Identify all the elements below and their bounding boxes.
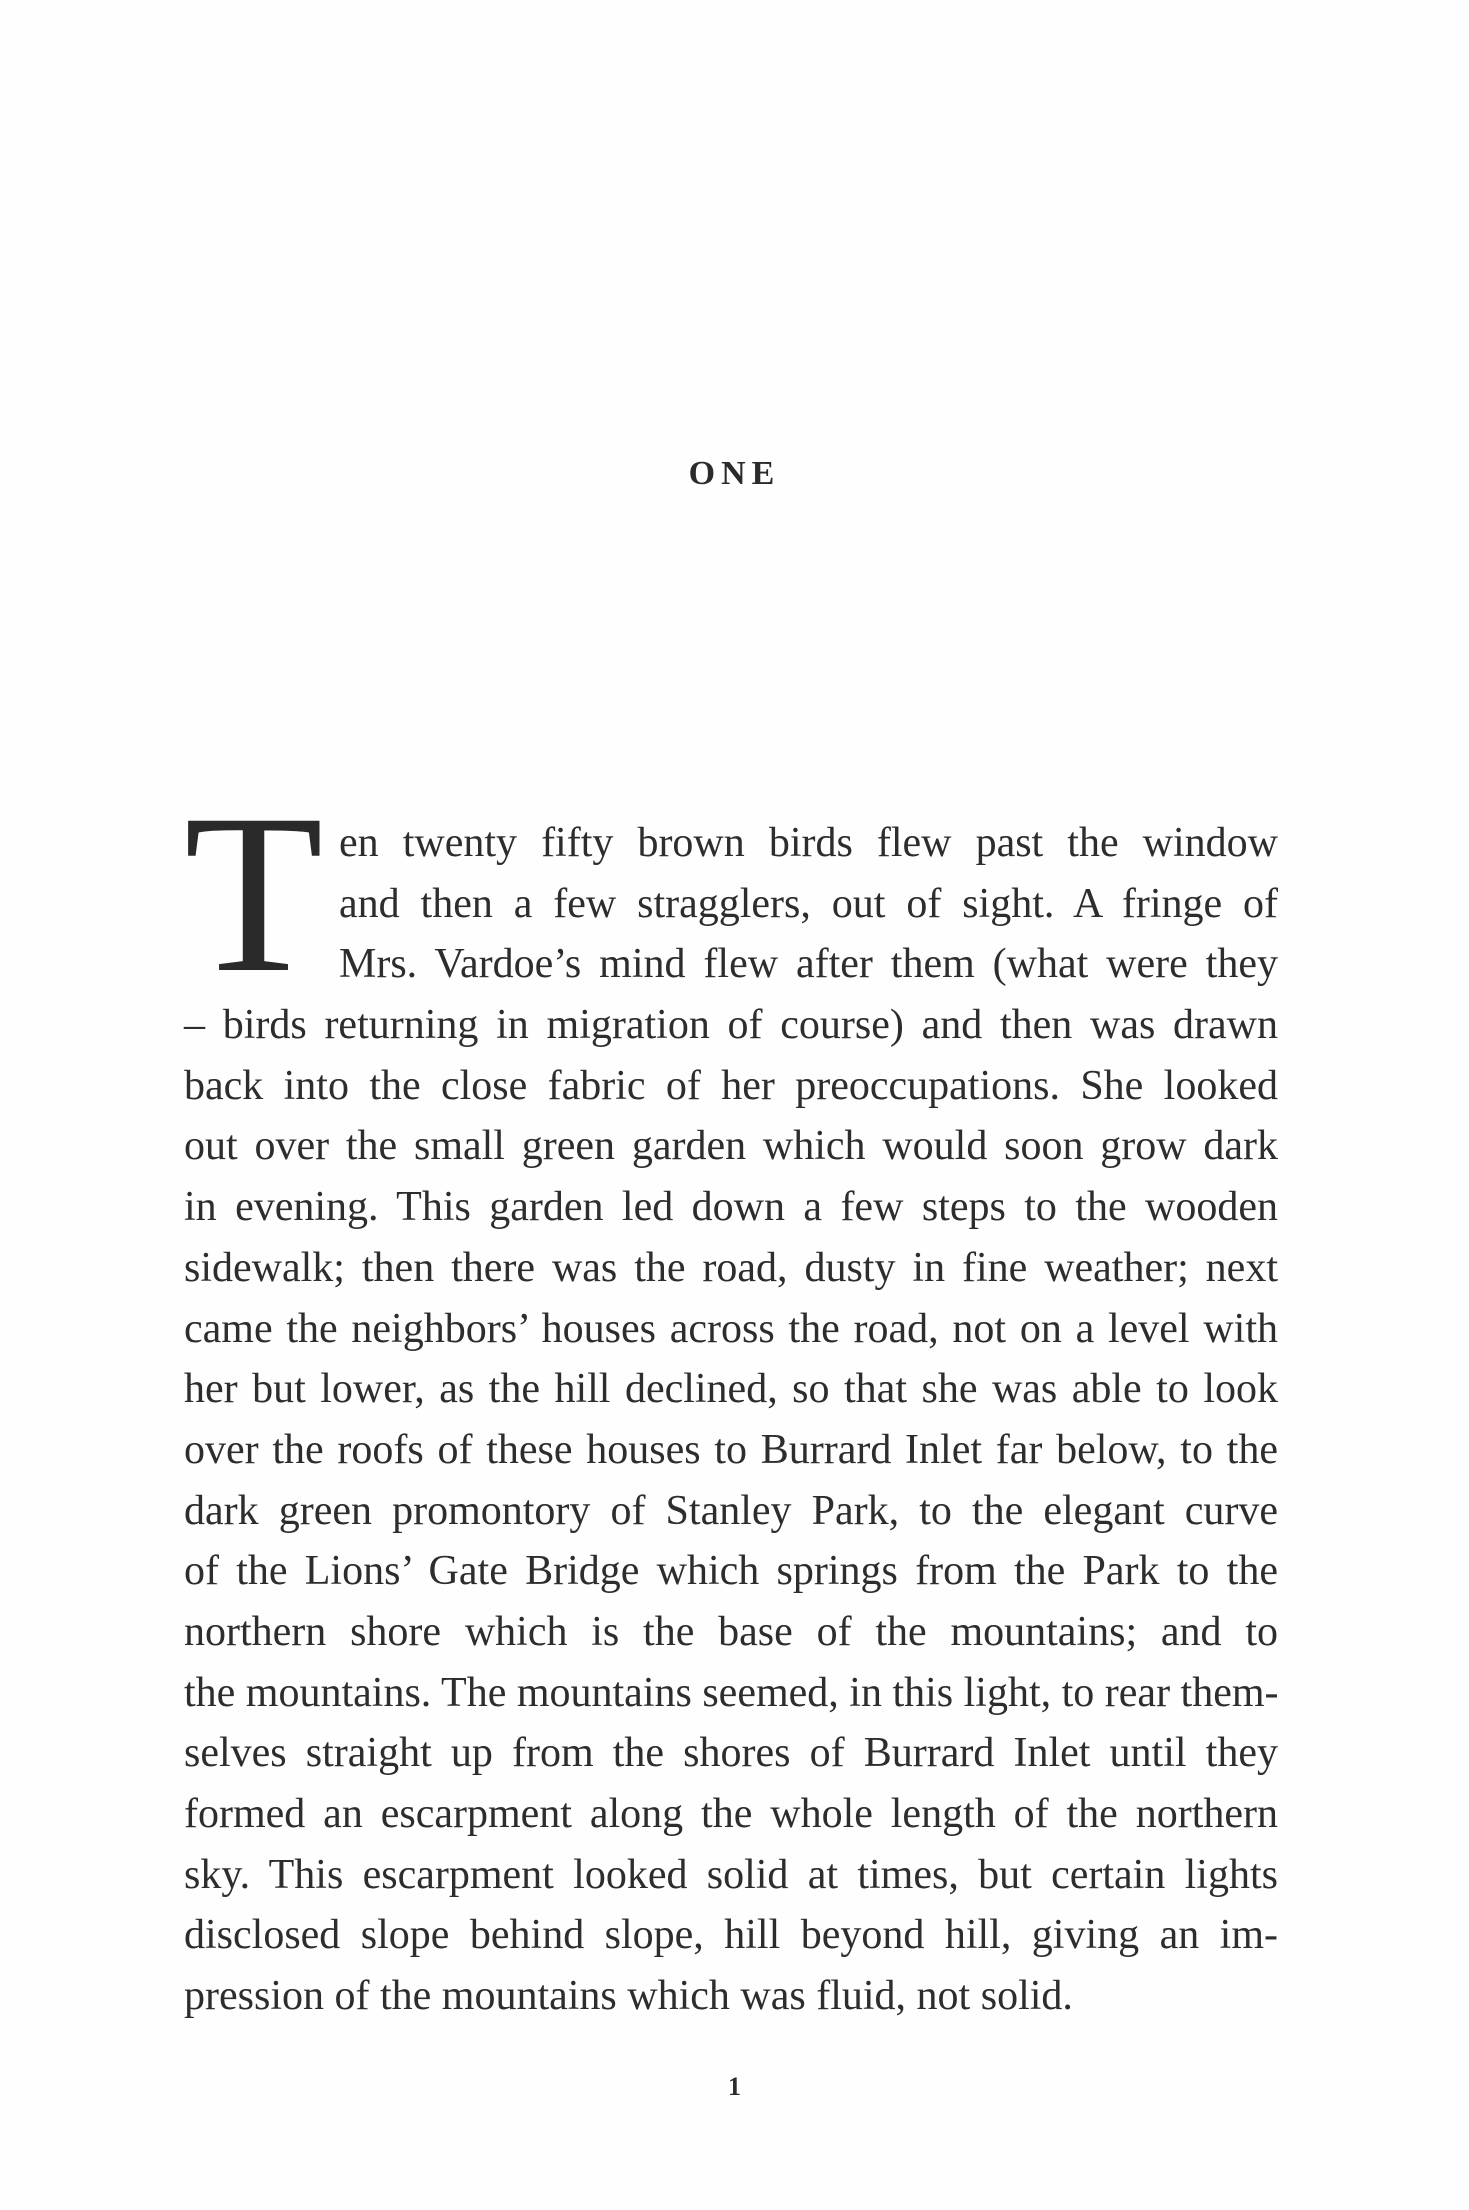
text-line: of the Lions’ Gate Bridge which springs from the Park to the [184, 1548, 1278, 1595]
chapter-paragraph [184, 768, 1279, 2027]
text-line: over the roofs of these houses to Burrard Inlet far below, to the [184, 1426, 1278, 1473]
text-line: dark green promontory of Stanley Park, to the elegant curve [184, 1487, 1278, 1534]
text-line: out over the small green garden which would soon grow dark [184, 1123, 1278, 1170]
text-line: – birds returning in migration of course) and then was drawn [184, 1002, 1278, 1049]
text-line: back into the close fabric of her preoccupations. She looked [184, 1062, 1278, 1109]
text-line: northern shore which is the base of the mountains; and to [184, 1608, 1278, 1655]
text-line: selves straight up from the shores of Burrard Inlet until they [184, 1730, 1278, 1777]
text-line: came the neighbors’ houses across the road, not on a level with [184, 1305, 1278, 1352]
text-line: and then a few stragglers, out of sight. A fringe of [339, 880, 1278, 927]
text-line: sidewalk; then there was the road, dusty in fine weather; next [184, 1244, 1278, 1291]
page-number: 1 [728, 2072, 741, 2101]
text-line: the mountains. The mountains seemed, in this light, to rear them- [184, 1669, 1279, 1716]
text-line: Mrs. Vardoe’s mind flew after them (what were they [339, 941, 1278, 988]
text-line: pression of the mountains which was fluid, not solid. [184, 1973, 1073, 2020]
chapter-title: ONE [688, 455, 781, 492]
text-line: disclosed slope behind slope, hill beyond hill, giving an im- [184, 1912, 1278, 1959]
drop-cap-letter: T [184, 768, 324, 1020]
text-line: formed an escarpment along the whole length of the northern [184, 1791, 1278, 1837]
text-line: her but lower, as the hill declined, so that she was able to look [184, 1366, 1278, 1413]
text-line: en twenty fifty brown birds flew past the window [339, 820, 1278, 866]
text-line: sky. This escarpment looked solid at times, but certain lights [184, 1851, 1278, 1898]
text-line: in evening. This garden led down a few steps to the wooden [184, 1184, 1278, 1231]
